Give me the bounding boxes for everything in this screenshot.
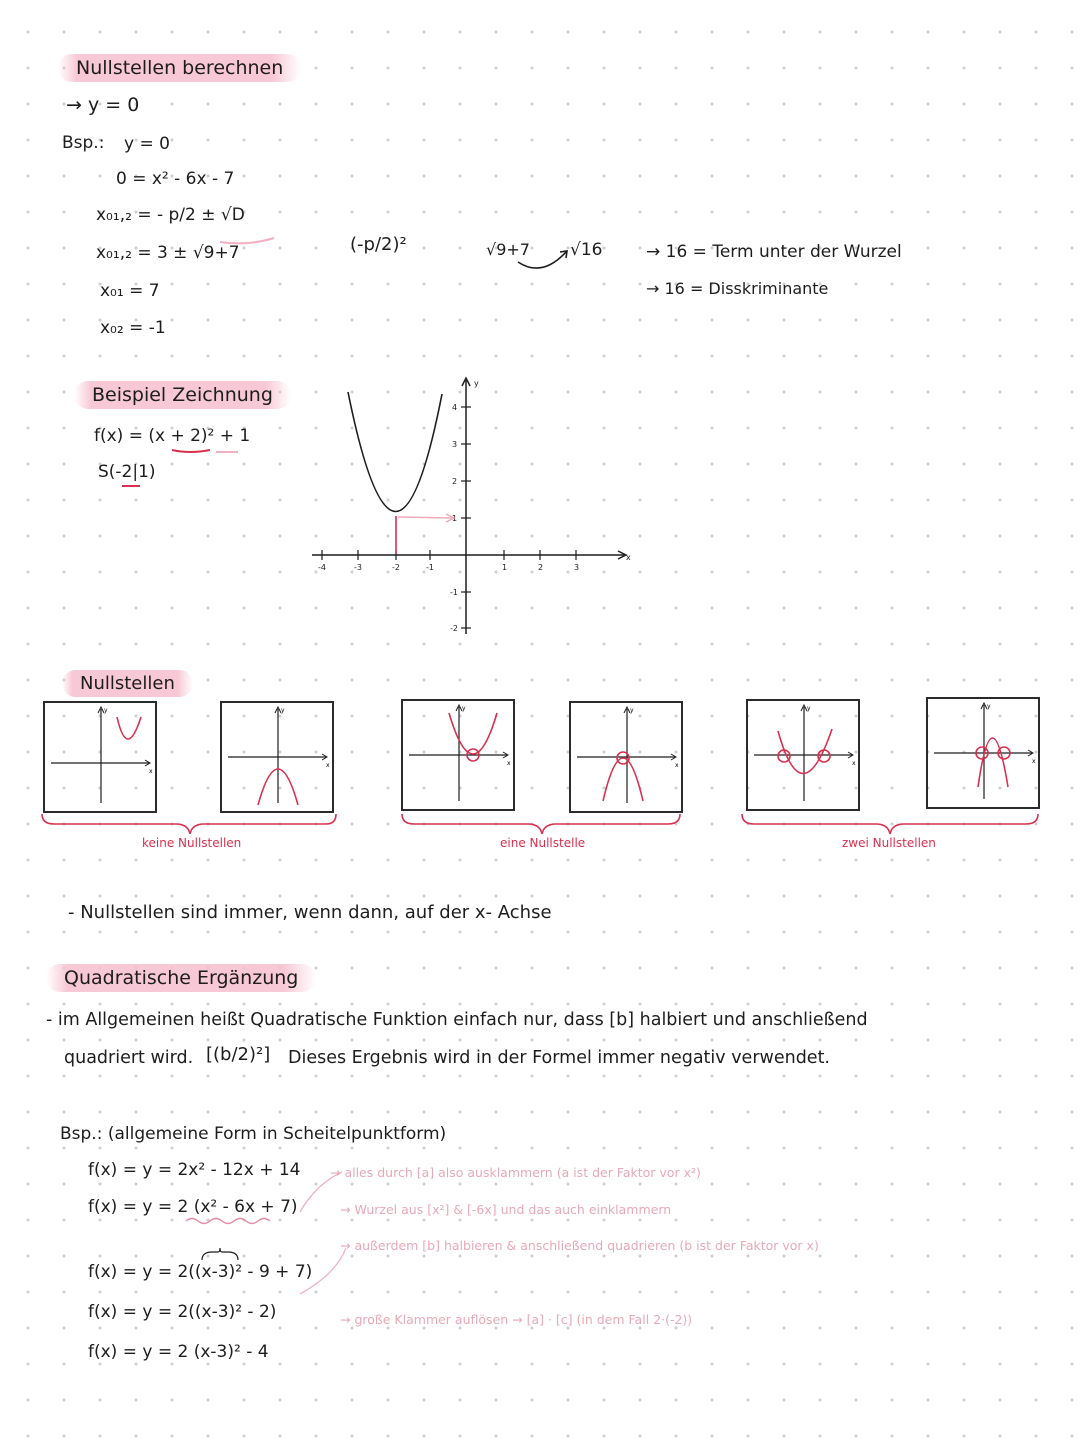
root-sixteen: √16 [570,240,603,260]
step-root-1: x₀₁ = 7 [100,281,160,301]
example-label: Bsp.: [62,133,105,153]
rule-y-equals-zero: → y = 0 [66,94,140,116]
section-title-nullstellen-berechnen: Nullstellen berechnen [58,54,301,82]
formula-b-half-squared: [(b/2)²] [206,1044,271,1065]
note-root-of-terms: → Wurzel aus [x²] & [-6x] und das auch einklammern [340,1202,672,1217]
underline-vertex-red [120,482,144,490]
qe-step-2: f(x) = y = 2 (x² - 6x + 7) [88,1197,298,1217]
x-tick-label: -1 [426,563,434,572]
statement-roots-on-x-axis: - Nullstellen sind immer, wenn dann, auf der x- Achse [68,902,552,923]
explanation-line-1: - im Allgemeinen heißt Quadratische Funktion einfach nur, dass [b] halbiert und anschließend [46,1010,868,1030]
brace-over-term [200,1248,240,1262]
x-tick-label: 3 [574,563,580,572]
example-function: f(x) = (x + 2)² + 1 [94,426,251,446]
section-title-quadratische-ergaenzung: Quadratische Ergänzung [46,964,316,992]
y-tick-label: 1 [452,514,458,523]
graph-frame-two-roots-up [746,699,860,811]
svg-text:x: x [149,768,153,775]
qe-step-5: f(x) = y = 2 (x-3)² - 4 [88,1342,269,1362]
underline-function-red [170,446,240,458]
note-discriminant: → 16 = Disskriminante [646,279,829,298]
vertex-graph [300,370,640,650]
brace-no-roots [40,812,340,836]
svg-text:y: y [807,705,811,712]
svg-text:x: x [1032,758,1036,765]
step-pq-inserted: x₀₁,₂ = 3 ± √9+7 [96,243,240,263]
y-tick-label: -2 [450,624,458,633]
parabola-curve [348,392,442,512]
step-root-2: x₀₂ = -1 [100,318,166,338]
squiggle-underline [184,1216,274,1226]
y-tick-label: 3 [452,440,458,449]
x-tick-label: -4 [318,563,326,572]
y-tick-label: 2 [452,477,458,486]
label-one-root: eine Nullstelle [500,836,586,850]
underline-sqrt-pink [218,232,278,246]
arrow-root-to-sixteen [516,244,576,274]
qe-step-1: f(x) = y = 2x² - 12x + 14 [88,1160,301,1180]
graph-frame-one-root-up [401,699,515,811]
svg-text:y: y [987,703,991,710]
side-term-p-half-squared: (-p/2)² [350,234,407,255]
qe-step-4: f(x) = y = 2((x-3)² - 2) [88,1302,277,1322]
svg-text:y: y [104,707,108,714]
svg-text:y: y [281,707,285,714]
x-tick-label: 2 [538,563,544,572]
svg-text:x: x [675,762,679,769]
svg-text:y: y [630,707,634,714]
graph-x-label: x [626,553,631,562]
note-halve-and-square: → außerdem [b] halbieren & anschließend quadrieren (b ist der Faktor vor x) [340,1238,819,1253]
x-tick-label: 1 [502,563,508,572]
example-vertex: S(-2|1) [98,462,156,482]
section-title-beispiel-zeichnung: Beispiel Zeichnung [74,381,291,409]
graph-frame-no-roots-up [43,701,157,813]
x-tick-label: -3 [354,563,362,572]
y-tick-label: -1 [450,588,458,597]
svg-text:y: y [462,705,466,712]
y-tick-label: 4 [452,403,458,412]
qe-step-3: f(x) = y = 2((x-3)² - 9 + 7) [88,1262,313,1282]
svg-text:x: x [507,760,511,767]
x-tick-label: -2 [392,563,400,572]
svg-text:x: x [326,762,330,769]
note-factor-out-a: → alles durch [a] also ausklammern (a ist der Faktor vor x²) [330,1165,701,1180]
svg-text:x: x [852,760,856,767]
graph-y-label: y [474,379,479,388]
note-dissolve-bracket: → große Klammer auflösen → [a] · [c] (in dem Fall 2·(-2)) [340,1312,693,1327]
step-pq-formula: x₀₁,₂ = - p/2 ± √D [96,205,245,225]
example-y-zero: y = 0 [124,134,170,154]
brace-one-root [400,812,684,836]
label-no-roots: keine Nullstellen [142,836,242,850]
note-term-under-root: → 16 = Term unter der Wurzel [646,242,902,262]
graph-frame-no-roots-down [220,701,334,813]
explanation-line-2a: quadriert wird. [64,1048,194,1068]
root-nine-plus-seven: √9+7 [486,240,530,259]
section-title-nullstellen: Nullstellen [62,670,193,697]
brace-two-roots [740,812,1042,836]
step-equation: 0 = x² - 6x - 7 [116,169,235,189]
explanation-line-2b: Dieses Ergebnis wird in der Formel immer negativ verwendet. [288,1048,830,1068]
graph-frame-two-roots-down [926,697,1040,809]
example-title: Bsp.: (allgemeine Form in Scheitelpunktform) [60,1124,447,1144]
graph-frame-one-root-down [569,701,683,813]
label-two-roots: zwei Nullstellen [842,836,936,850]
vertex-guide-horizontal [398,517,452,518]
